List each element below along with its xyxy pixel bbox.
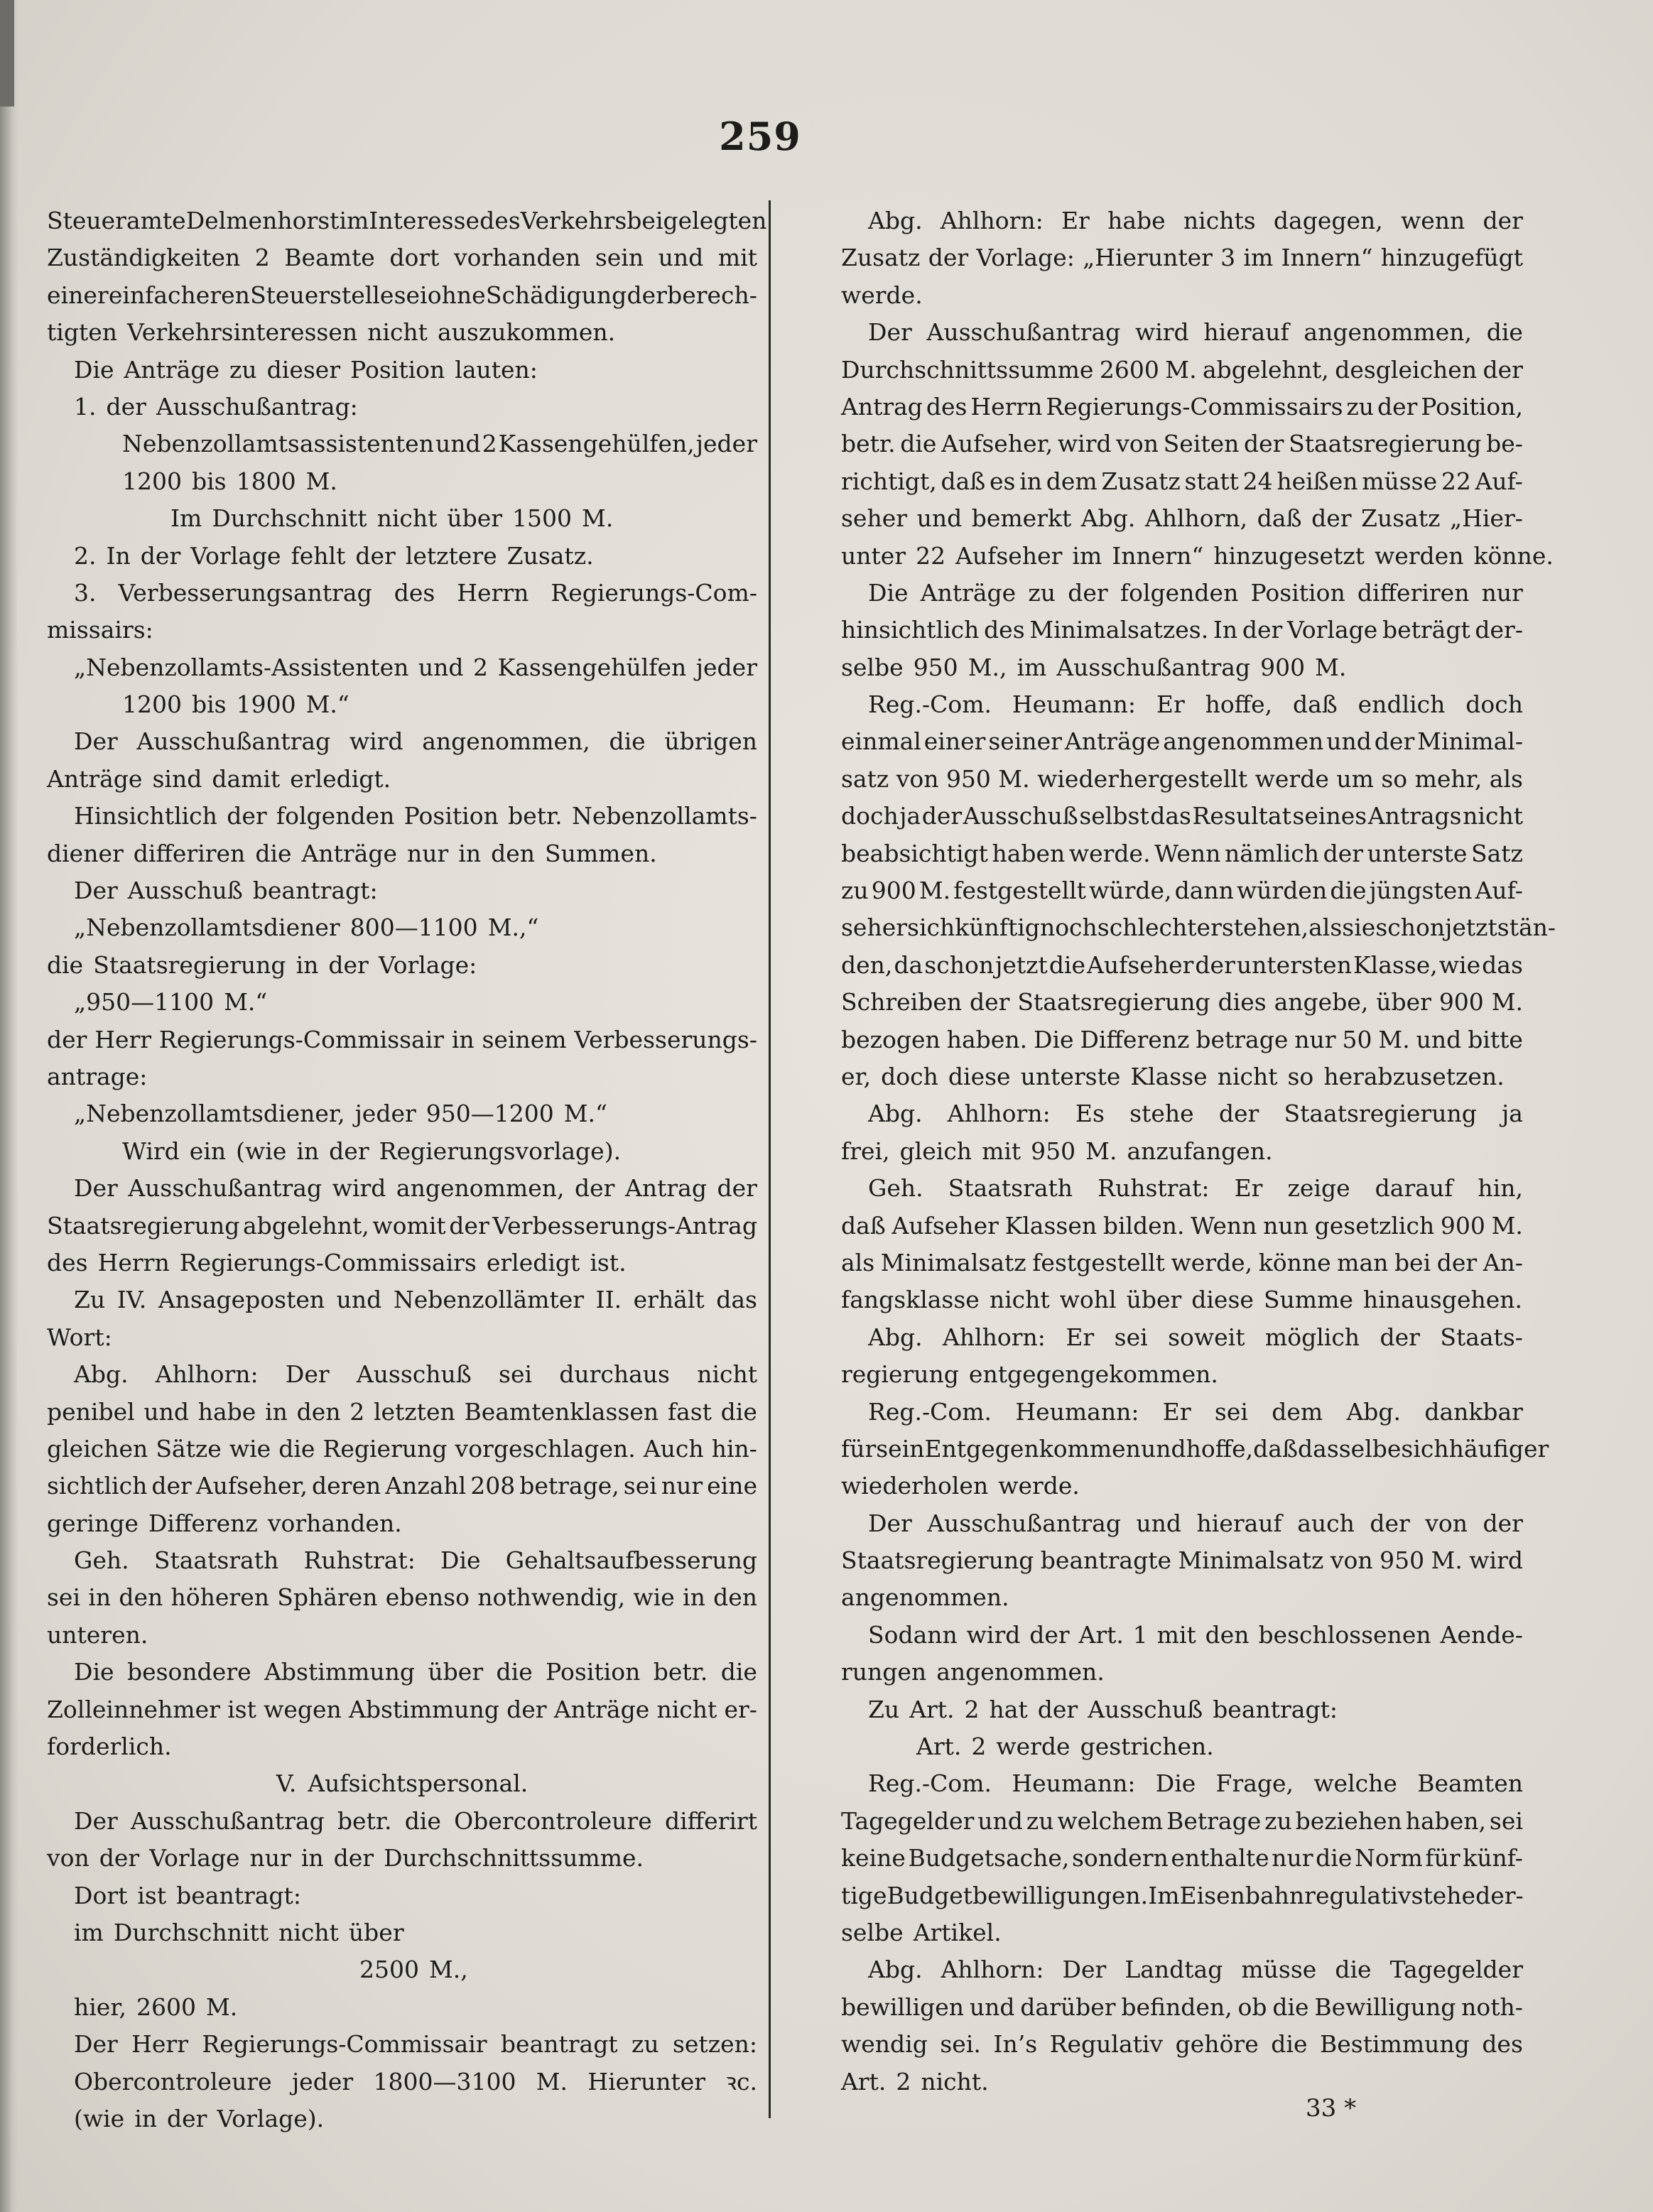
text-line: im Durchschnitt nicht über <box>74 1918 404 1946</box>
text-line: 1200 bis 1800 M. <box>122 467 337 495</box>
text-line: Der Ausschußantrag betr. die Obercontroleure differirt <box>74 1806 757 1835</box>
text-line: Im Durchschnitt nicht über 1500 M. <box>170 504 614 533</box>
text-line: die Staatsregierung in der Vorlage: <box>47 950 477 979</box>
binding-tab <box>0 0 14 107</box>
page-number: 259 <box>719 114 801 159</box>
text-line: Obercontroleure jeder 1800—3100 M. Hierunter ꝛc. <box>74 2067 757 2096</box>
text-line: Anträge sind damit erledigt. <box>47 764 391 793</box>
text-line: Zu Art. 2 hat der Ausschuß beantragt: <box>868 1695 1338 1723</box>
text-line: selbe Artikel. <box>841 1918 1002 1946</box>
text-line: satz von 950 M. wiederhergestellt werde um so mehr, als <box>841 764 1523 793</box>
text-line: Abg. Ahlhorn: Der Ausschuß sei durchaus nicht <box>74 1360 757 1389</box>
text-line: Nebenzollamtsassistenten und 2 Kassengehülfen, jeder <box>122 430 757 458</box>
text-line: Der Ausschußantrag wird angenommen, die übrigen <box>74 727 757 756</box>
column-divider <box>769 200 771 2118</box>
text-line: Der Ausschußantrag wird hierauf angenommen, die <box>868 318 1523 347</box>
text-line: Staatsregierung beantragte Minimalsatz von 950 M. wird <box>841 1546 1523 1575</box>
text-line: wendig sei. In’s Regulativ gehöre die Bestimmung des <box>841 2030 1523 2059</box>
text-line: gleichen Sätze wie die Regierung vorgeschlagen. Auch hin- <box>47 1434 757 1463</box>
text-line: penibel und habe in den 2 letzten Beamtenklassen fast die <box>47 1397 757 1426</box>
text-line: Der Ausschuß beantragt: <box>74 877 378 905</box>
text-line: bewilligen und darüber befinden, ob die Bewilligung noth- <box>841 1993 1523 2021</box>
text-line: Art. 2 nicht. <box>841 2067 989 2096</box>
text-line: unteren. <box>47 1620 148 1649</box>
text-line: „Nebenzollamtsdiener 800—1100 M.,“ <box>74 913 539 942</box>
text-line: Zolleinnehmer ist wegen Abstimmung der Anträge nicht er- <box>47 1695 757 1723</box>
text-line: Tagegelder und zu welchem Betrage zu beziehen haben, sei <box>841 1806 1523 1835</box>
text-line: richtigt, daß es in dem Zusatz statt 24 heißen müsse 22 Auf- <box>841 467 1523 495</box>
text-line: Dort ist beantragt: <box>74 1881 301 1909</box>
text-line: geringe Differenz vorhanden. <box>47 1509 402 1537</box>
text-line: Sodann wird der Art. 1 mit den beschlossenen Aende- <box>868 1620 1523 1649</box>
text-line: Antrag des Herrn Regierungs-Commissairs zu der Position, <box>841 392 1523 421</box>
text-line: Zuständigkeiten 2 Beamte dort vorhanden sein und mit <box>47 244 757 272</box>
text-line: rungen angenommen. <box>841 1658 1105 1686</box>
text-line: „Nebenzollamtsdiener, jeder 950—1200 M.“ <box>74 1100 607 1128</box>
text-line: daß Aufseher Klassen bilden. Wenn nun gesetzlich 900 M. <box>841 1211 1523 1240</box>
text-line: „950—1100 M.“ <box>74 988 268 1016</box>
text-line: Zusatz der Vorlage: „Hierunter 3 im Innern“ hinzugefügt <box>841 244 1523 272</box>
text-line: regierung entgegengekommen. <box>841 1360 1218 1389</box>
left-text-column <box>47 202 767 2137</box>
text-line: Geh. Staatsrath Ruhstrat: Er zeige darauf hin, <box>868 1174 1523 1203</box>
text-line: Staatsregierung abgelehnt, womit der Verbesserungs-Antrag <box>47 1211 757 1240</box>
text-line: betr. die Aufseher, wird von Seiten der Staatsregierung be- <box>841 430 1523 458</box>
text-line: zu 900 M. festgestellt würde, dann würden die jüngsten Auf- <box>841 877 1523 905</box>
text-line: bezogen haben. Die Differenz betrage nur 50 M. und bitte <box>841 1025 1523 1053</box>
text-line: Der Ausschußantrag wird angenommen, der Antrag der <box>74 1174 757 1203</box>
text-line: er, doch diese unterste Klasse nicht so herabzusetzen. <box>841 1062 1505 1090</box>
text-line: 1200 bis 1900 M.“ <box>122 690 349 719</box>
text-line: tige Budgetbewilligungen. Im Eisenbahnregulativ stehe der- <box>841 1881 1524 1909</box>
text-line: sichtlich der Aufseher, deren Anzahl 208 betrage, sei nur eine <box>47 1472 757 1500</box>
text-line: einmal einer seiner Anträge angenommen und der Minimal- <box>841 727 1523 756</box>
text-line: Der Herr Regierungs-Commissair beantragt zu setzen: <box>74 2030 757 2059</box>
text-line: V. Aufsichtspersonal. <box>276 1769 529 1798</box>
text-line: Schreiben der Staatsregierung dies angebe, über 900 M. <box>841 988 1523 1016</box>
book-binding-shadow <box>0 0 18 2212</box>
text-line: des Herrn Regierungs-Commissairs erledigt ist. <box>47 1248 627 1276</box>
text-line: diener differiren die Anträge nur in den Summen. <box>47 839 657 867</box>
text-line: Abg. Ahlhorn: Es stehe der Staatsregierung ja <box>868 1100 1523 1128</box>
text-line: Reg.-Com. Heumann: Die Frage, welche Beamten <box>868 1769 1523 1798</box>
text-line: der Herr Regierungs-Commissair in seinem Verbesserungs- <box>47 1025 757 1053</box>
text-line: frei, gleich mit 950 M. anzufangen. <box>841 1137 1273 1165</box>
right-text-column <box>841 202 1556 2100</box>
text-line: 2500 M., <box>359 1956 468 1984</box>
text-line: seher und bemerkt Abg. Ahlhorn, daß der Zusatz „Hier- <box>841 504 1523 533</box>
text-line: Die besondere Abstimmung über die Position betr. die <box>74 1658 757 1686</box>
text-line: Wort: <box>47 1323 112 1351</box>
text-line: Abg. Ahlhorn: Er sei soweit möglich der Staats- <box>868 1323 1523 1351</box>
text-line: Die Anträge zu dieser Position lauten: <box>74 355 538 384</box>
text-line: selbe 950 M., im Ausschußantrag 900 M. <box>841 653 1347 681</box>
text-line: Die Anträge zu der folgenden Position differiren nur <box>868 578 1523 607</box>
text-line: fangsklasse nicht wohl über diese Summe hinausgehen. <box>841 1286 1523 1314</box>
text-line: antrage: <box>47 1062 148 1090</box>
text-line: tigten Verkehrsinteressen nicht auszukommen. <box>47 318 616 347</box>
text-line: für sein Entgegenkommen und hoffe, daß dasselbe sich häufiger <box>841 1434 1549 1463</box>
text-line: den, da schon jetzt die Aufseher der untersten Klasse, wie das <box>841 950 1523 979</box>
text-line: von der Vorlage nur in der Durchschnittssumme. <box>47 1844 644 1872</box>
text-line: „Nebenzollamts-Assistenten und 2 Kassengehülfen jeder <box>74 653 757 681</box>
text-line: als Minimalsatz festgestellt werde, könne man bei der An- <box>841 1248 1523 1276</box>
text-line: unter 22 Aufseher im Innern“ hinzugesetzt werden könne. <box>841 541 1554 570</box>
text-line: seher sich künftig noch schlechter stehen, als sie schon jetzt stän- <box>841 913 1556 942</box>
text-line: werde. <box>841 281 923 309</box>
text-line: Geh. Staatsrath Ruhstrat: Die Gehaltsaufbesserung <box>74 1546 757 1575</box>
text-line: hinsichtlich des Minimalsatzes. In der Vorlage beträgt der- <box>841 616 1523 644</box>
text-line: (wie in der Vorlage). <box>74 2104 325 2132</box>
text-line: 2. In der Vorlage fehlt der letztere Zusatz. <box>74 541 594 570</box>
text-line: doch ja der Ausschuß selbst das Resultat seines Antrags nicht <box>841 802 1523 830</box>
text-line: Abg. Ahlhorn: Er habe nichts dagegen, wenn der <box>868 207 1523 234</box>
text-line: 1. der Ausschußantrag: <box>74 392 358 421</box>
text-line: Wird ein (wie in der Regierungsvorlage). <box>122 1137 622 1165</box>
text-line: einer einfacheren Steuerstelle sei ohne Schädigung der berech- <box>47 281 757 309</box>
text-line: hier, 2600 M. <box>74 1993 238 2021</box>
text-line: Abg. Ahlhorn: Der Landtag müsse die Tagegelder <box>868 1956 1523 1984</box>
text-line: Hinsichtlich der folgenden Position betr. Nebenzollamts- <box>74 802 757 830</box>
signature-mark: 33 * <box>1306 2094 1357 2122</box>
text-line: Zu IV. Ansageposten und Nebenzollämter II. erhält das <box>74 1286 757 1314</box>
text-line: angenommen. <box>841 1583 1009 1612</box>
text-line: Der Ausschußantrag und hierauf auch der von der <box>868 1509 1523 1537</box>
text-line: beabsichtigt haben werde. Wenn nämlich der unterste Satz <box>841 839 1523 867</box>
text-line: 3. Verbesserungsantrag des Herrn Regierungs-Com- <box>74 578 757 607</box>
text-line: forderlich. <box>47 1733 172 1761</box>
text-line: Durchschnittssumme 2600 M. abgelehnt, desgleichen der <box>841 355 1523 384</box>
text-line: Reg.-Com. Heumann: Er hoffe, daß endlich doch <box>868 690 1523 719</box>
text-line: Reg.-Com. Heumann: Er sei dem Abg. dankbar <box>868 1397 1523 1426</box>
text-line: keine Budgetsache, sondern enthalte nur die Norm für künf- <box>841 1844 1523 1872</box>
text-line: sei in den höheren Sphären ebenso nothwendig, wie in den <box>47 1583 757 1612</box>
text-line: Art. 2 werde gestrichen. <box>916 1733 1214 1761</box>
text-line: missairs: <box>47 616 153 644</box>
text-line: Steueramte Delmenhorst im Interesse des Verkehrs beigelegten <box>47 207 767 234</box>
text-line: wiederholen werde. <box>841 1472 1080 1500</box>
